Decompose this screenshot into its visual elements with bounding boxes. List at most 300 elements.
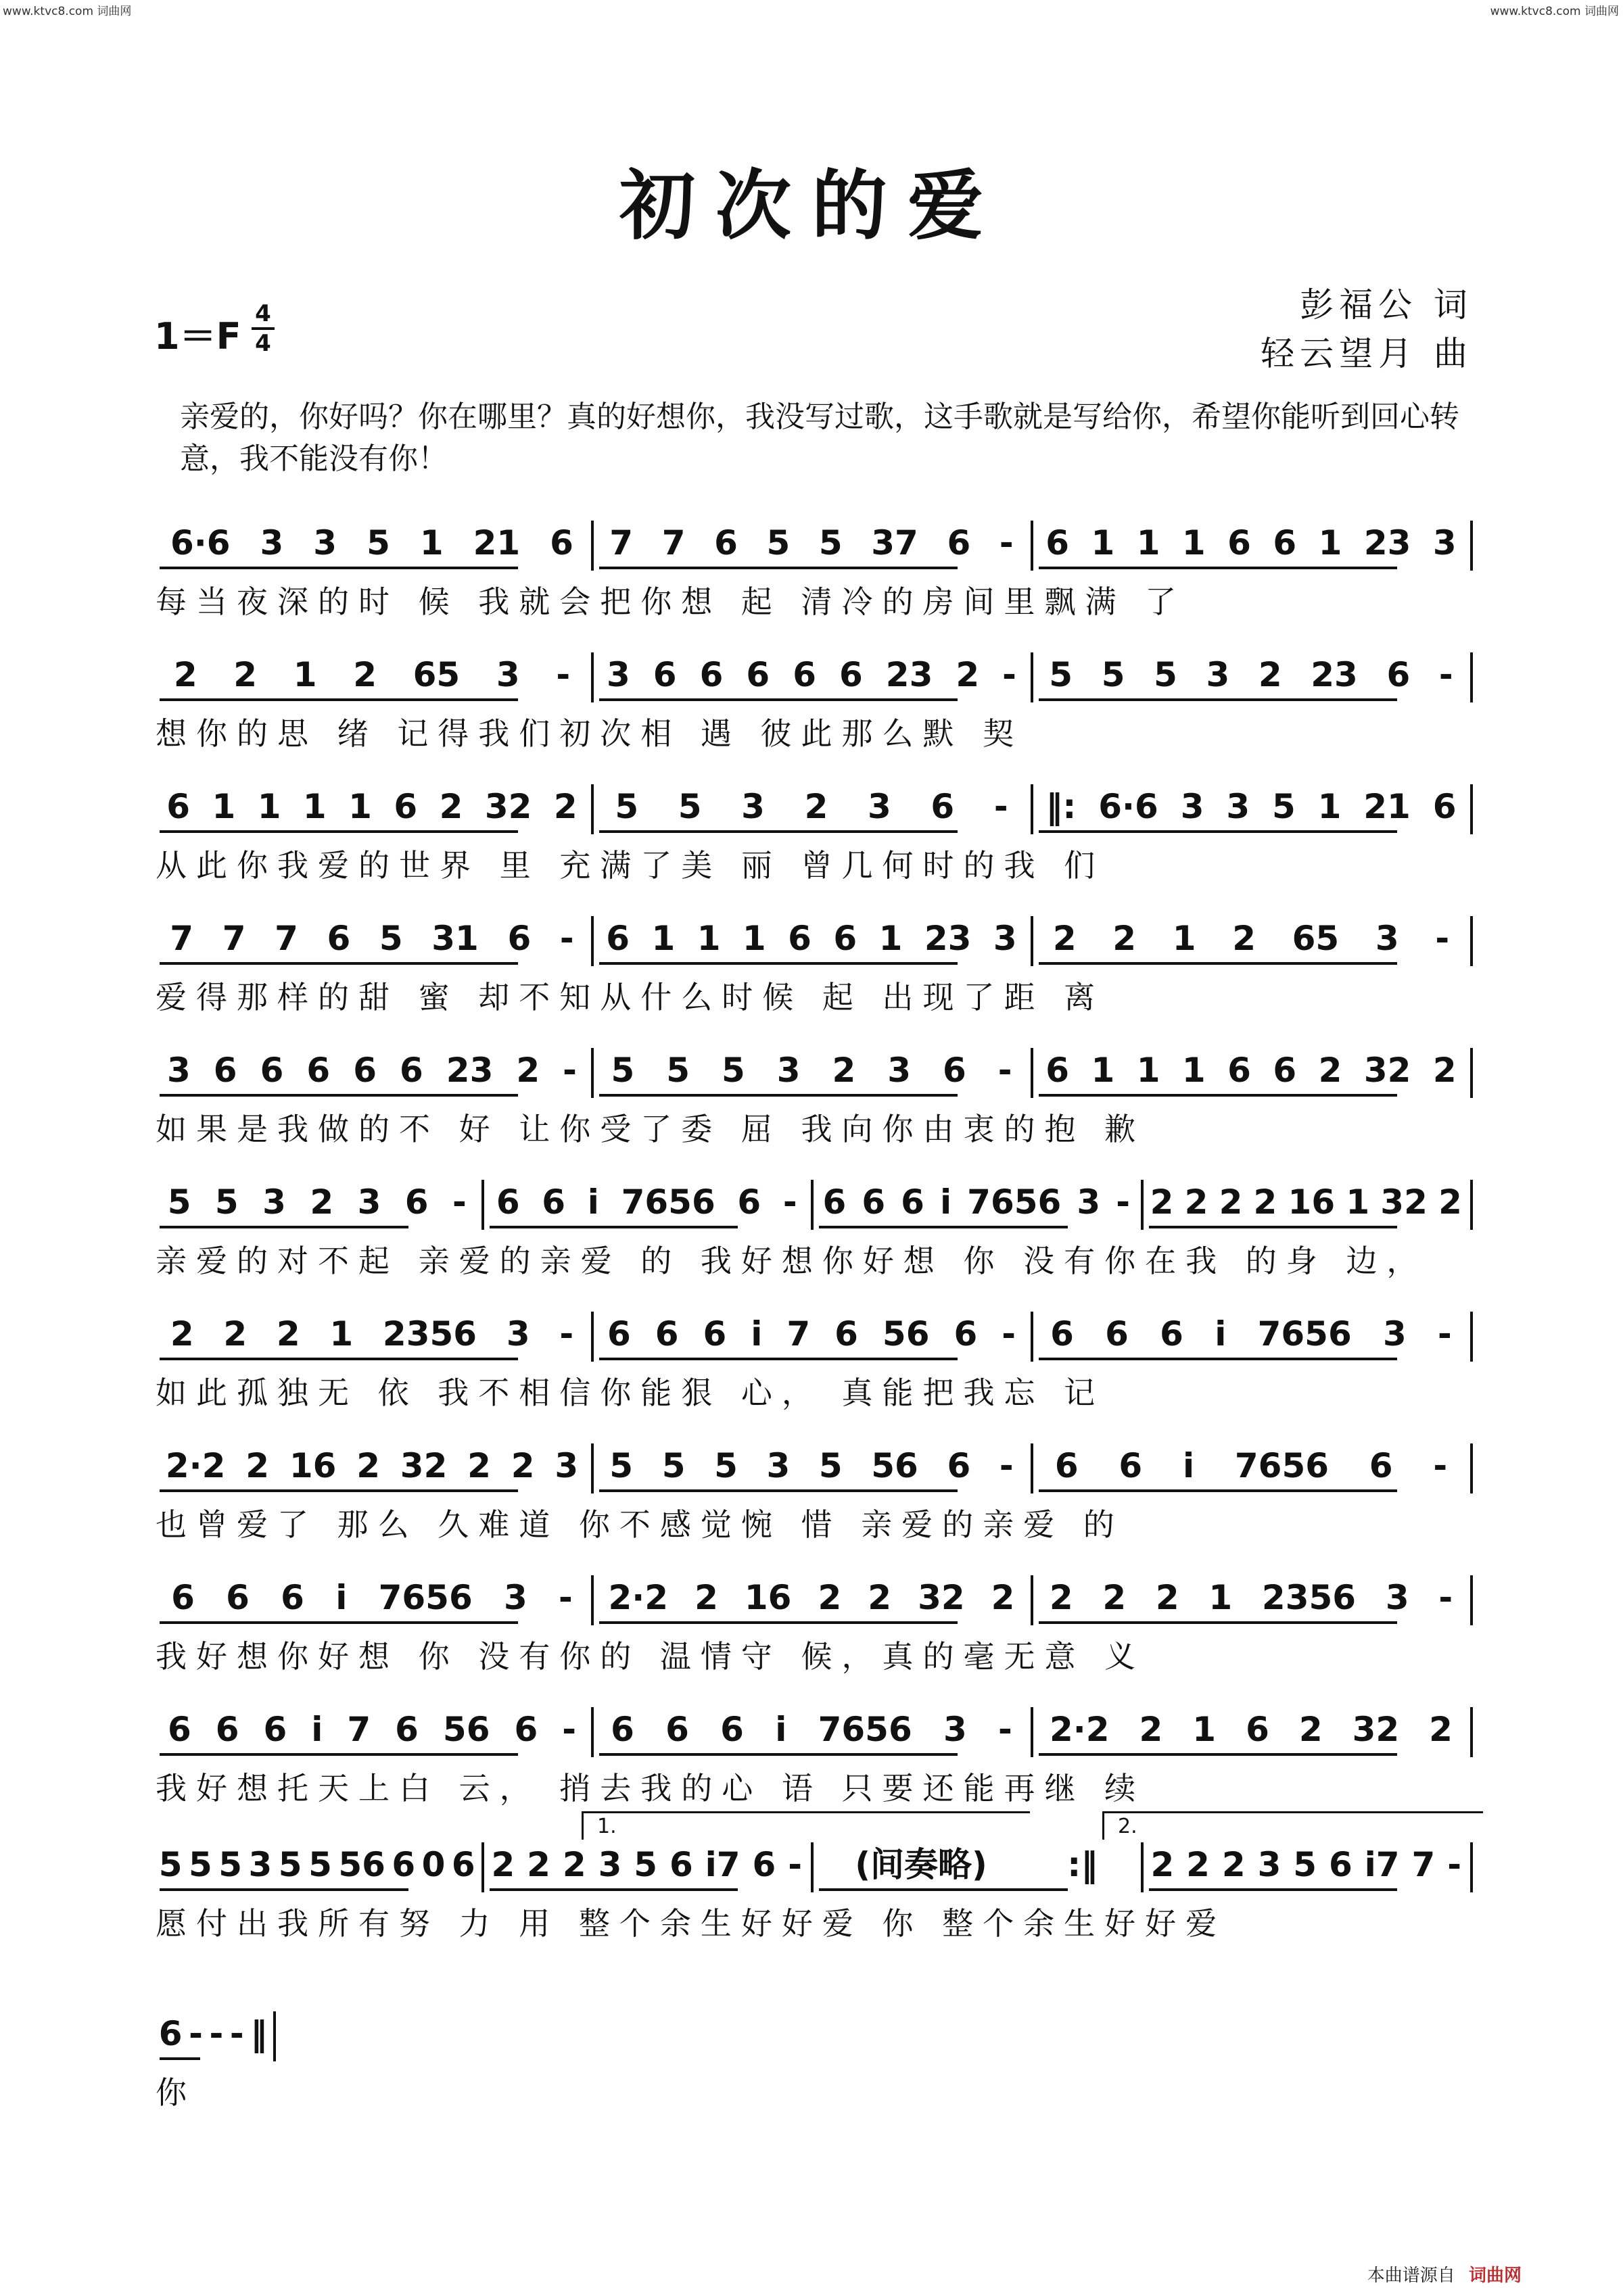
- note: -: [229, 2014, 244, 2053]
- note: -: [997, 1051, 1012, 1090]
- note: 5: [818, 1446, 843, 1485]
- note: 3: [607, 655, 630, 694]
- note: i: [775, 1710, 787, 1749]
- note: 6: [611, 1710, 634, 1749]
- note: 5: [1049, 655, 1073, 694]
- note: 6: [281, 1578, 304, 1617]
- bar-line: [1470, 1707, 1473, 1757]
- note: -: [1002, 1314, 1016, 1354]
- note: 2: [276, 1314, 300, 1354]
- lyricist-credit: 彭福公 词: [1300, 285, 1473, 325]
- note: -: [452, 1182, 467, 1222]
- volta-ending-2: 2.: [1102, 1811, 1483, 1840]
- note: 6: [669, 1845, 693, 1884]
- lyric-row: 每当夜深的时 候 我就会把你想 起 清冷的房间里飘满 了: [156, 583, 1186, 620]
- measure: [1035, 916, 1467, 970]
- beam-line: [1039, 1358, 1397, 1360]
- bar-line: [1470, 1180, 1473, 1230]
- note: 3: [313, 523, 337, 563]
- footer-source: [1367, 2262, 1522, 2287]
- note: 5: [678, 787, 702, 826]
- beam-line: [160, 1753, 518, 1756]
- note: 6: [1432, 787, 1457, 826]
- measure: [156, 1312, 588, 1366]
- note: 6: [507, 919, 532, 958]
- note: ‖: [250, 2014, 268, 2053]
- note: 1: [1181, 1051, 1206, 1090]
- note: 2: [511, 1446, 535, 1485]
- note: i7: [705, 1845, 740, 1884]
- beam-line: [599, 1489, 958, 1492]
- note: 5: [818, 523, 843, 563]
- bar-line: [1470, 1048, 1473, 1098]
- note: 2: [170, 1314, 194, 1354]
- note: 2: [562, 1845, 586, 1884]
- bar-line: [1031, 1312, 1033, 1362]
- note: 6: [1273, 1051, 1297, 1090]
- bar-line: [1470, 652, 1473, 702]
- note: 1: [1317, 787, 1342, 826]
- note: 1: [878, 919, 903, 958]
- note: 6: [720, 1710, 744, 1749]
- note: 5: [766, 523, 791, 563]
- note: 1: [1346, 1182, 1370, 1222]
- intro-text: 亲爱的，你好吗？你在哪里？真的好想你，我没写过歌，这手歌就是写给你，希望你能听到回心转意，我不能没有你！: [180, 400, 1459, 476]
- beam-line: [599, 1753, 958, 1756]
- lyric-row: 想你的思 绪 记得我们初次相 遇 彼此那么默 契: [156, 715, 1024, 752]
- note: 3: [1077, 1182, 1101, 1222]
- measure: [595, 1443, 1028, 1498]
- measure: [815, 1180, 1138, 1234]
- time-signature-top: 4: [255, 300, 271, 327]
- note: 2: [832, 1051, 856, 1090]
- note: :‖: [1067, 1845, 1098, 1884]
- note: 2·2: [165, 1446, 226, 1485]
- measure: [595, 916, 1028, 970]
- footer-source-text: 本曲谱源自: [1367, 2266, 1455, 2286]
- note: 16: [289, 1446, 337, 1485]
- note: 5: [1293, 1845, 1317, 1884]
- score-system-1: [156, 521, 1474, 649]
- note: 5: [167, 1182, 191, 1222]
- note: -: [559, 919, 574, 958]
- note: 1: [302, 787, 327, 826]
- notes-row: [156, 1575, 1474, 1629]
- measure: [1035, 1312, 1467, 1366]
- note: 5: [1154, 655, 1177, 694]
- bar-line: [1470, 521, 1473, 571]
- notes-row: [156, 1842, 1474, 1896]
- note: 6: [833, 919, 857, 958]
- beam-line: [599, 1358, 958, 1360]
- note: -: [559, 1578, 573, 1617]
- note: 6: [1119, 1446, 1143, 1485]
- note: 6: [392, 1845, 416, 1884]
- note: 37: [871, 523, 918, 563]
- note: 6: [399, 1051, 423, 1090]
- note: 2: [695, 1578, 718, 1617]
- measure: [595, 1048, 1028, 1102]
- note: 2356: [1261, 1578, 1357, 1617]
- note: 2: [1232, 919, 1256, 958]
- beam-line: [490, 1226, 738, 1228]
- note: -: [189, 2014, 203, 2053]
- score-system-2: [156, 652, 1474, 781]
- note: 6: [834, 1314, 858, 1354]
- corner-watermark-left: www.ktvc8.com 词曲网: [3, 5, 132, 18]
- note: 2: [356, 1446, 380, 1485]
- note: 3: [943, 1710, 967, 1749]
- beam-line: [599, 962, 958, 965]
- notes-row: [156, 1180, 1474, 1234]
- note: 65: [413, 655, 461, 694]
- bar-line: [1031, 1443, 1033, 1493]
- note: 1: [257, 787, 281, 826]
- note: 1: [1181, 523, 1206, 563]
- bar-line: [1031, 784, 1033, 834]
- note: 65: [1292, 919, 1340, 958]
- note: 3: [262, 1182, 286, 1222]
- note: 2: [868, 1578, 892, 1617]
- beam-line: [1039, 698, 1397, 701]
- note: 3: [248, 1845, 273, 1884]
- bar-line: [591, 784, 594, 834]
- note: -: [998, 1710, 1012, 1749]
- notes-row: [156, 652, 1474, 707]
- bar-line: [1470, 1842, 1473, 1892]
- beam-line: [599, 1094, 958, 1097]
- note: 6: [901, 1182, 924, 1222]
- note: 7: [661, 523, 686, 563]
- note: 3: [503, 1578, 527, 1617]
- measure: [156, 521, 588, 575]
- measure: [1145, 1180, 1468, 1234]
- note: 6: [822, 1182, 847, 1222]
- bar-line: [591, 1443, 594, 1493]
- measure: [595, 1575, 1028, 1629]
- note: -: [1433, 1446, 1448, 1485]
- measure: [1035, 1443, 1467, 1498]
- note: 23: [885, 655, 933, 694]
- measure: [1035, 1575, 1467, 1629]
- beam-line: [490, 1888, 738, 1891]
- note: 7: [222, 919, 246, 958]
- note: 2: [1139, 1710, 1163, 1749]
- note: 2·2: [1049, 1710, 1110, 1749]
- bar-line: [481, 1842, 484, 1892]
- note: 7: [275, 919, 298, 958]
- note: 0: [421, 1845, 446, 1884]
- note: 6: [839, 655, 863, 694]
- note: 2: [1155, 1578, 1179, 1617]
- note: -: [1116, 1182, 1130, 1222]
- volta-ending-1: 1.: [582, 1811, 1030, 1840]
- note: 3: [1375, 919, 1399, 958]
- score-system-12: [156, 2011, 1474, 2140]
- measure: [156, 1842, 479, 1896]
- score-system-3: [156, 784, 1474, 913]
- note: 6: [752, 1845, 776, 1884]
- notes-row: [156, 2011, 1474, 2065]
- bar-line: [1470, 916, 1473, 966]
- note: 6: [1045, 523, 1070, 563]
- note: 2: [1258, 655, 1282, 694]
- beam-line: [819, 1226, 1068, 1228]
- note: 6: [550, 523, 573, 563]
- measure: [1145, 1842, 1468, 1896]
- measure: [486, 1842, 809, 1896]
- note: 2: [1150, 1845, 1175, 1884]
- note: 1: [348, 787, 372, 826]
- note: 6: [226, 1578, 250, 1617]
- measure: [595, 1707, 1028, 1761]
- bar-line: [811, 1842, 814, 1892]
- beam-line: [160, 1358, 518, 1360]
- note: 5: [189, 1845, 212, 1884]
- note: 2: [310, 1182, 334, 1222]
- measure: [1035, 1707, 1467, 1761]
- note: 2: [804, 787, 828, 826]
- bar-line: [1141, 1842, 1144, 1892]
- corner-watermark-right: www.ktvc8.com 词曲网: [1490, 5, 1619, 18]
- beam-line: [819, 1888, 1068, 1891]
- beam-line: [599, 567, 958, 569]
- bar-line: [591, 916, 594, 966]
- measure: [595, 652, 1028, 707]
- note: 6: [699, 655, 724, 694]
- note: 2: [1221, 1845, 1246, 1884]
- note: 3: [1257, 1845, 1281, 1884]
- note: 3: [1180, 787, 1204, 826]
- note: 6: [394, 787, 418, 826]
- note: 5: [661, 1446, 686, 1485]
- note: 6·6: [170, 523, 231, 563]
- note: 7: [609, 523, 634, 563]
- note: 6: [703, 1314, 727, 1354]
- note: 3: [1226, 787, 1250, 826]
- note: 1: [1318, 523, 1342, 563]
- measure: [595, 521, 1028, 575]
- bar-line: [1031, 1707, 1033, 1757]
- beam-line: [160, 1094, 518, 1097]
- measure: [156, 784, 588, 838]
- beam-line: [160, 1888, 408, 1891]
- note: 6: [1328, 1845, 1352, 1884]
- note: 23: [1311, 655, 1358, 694]
- note: 32: [400, 1446, 448, 1485]
- score-system-8: [156, 1443, 1474, 1572]
- note: 2: [491, 1845, 515, 1884]
- note: 5: [666, 1051, 690, 1090]
- note: 1: [293, 655, 317, 694]
- note: 6: [737, 1182, 761, 1222]
- note: -: [1002, 655, 1016, 694]
- note: 2: [1298, 1710, 1323, 1749]
- note: 3: [1432, 523, 1457, 563]
- note: 5: [379, 919, 403, 958]
- note: 3: [506, 1314, 530, 1354]
- note: 2: [223, 1314, 248, 1354]
- note: 5: [611, 1051, 635, 1090]
- note: 2: [1150, 1182, 1174, 1222]
- note: i: [1182, 1446, 1195, 1485]
- note: 6: [1227, 523, 1251, 563]
- note: i: [335, 1578, 348, 1617]
- note: 1: [1136, 1051, 1160, 1090]
- composer-credit: 轻云望月 曲: [1261, 334, 1473, 373]
- note: 6: [451, 1845, 475, 1884]
- note: 6: [215, 1710, 239, 1749]
- note: 3: [1206, 655, 1230, 694]
- key-signature: 1＝F: [154, 315, 241, 358]
- note: 23: [446, 1051, 494, 1090]
- beam-line: [160, 1621, 518, 1624]
- note: 32: [1363, 1051, 1411, 1090]
- note: 6: [665, 1710, 689, 1749]
- note: 6: [260, 1051, 284, 1090]
- note: 5: [214, 1182, 239, 1222]
- note: 2356: [382, 1314, 477, 1354]
- note: i: [751, 1314, 763, 1354]
- bar-line: [591, 1575, 594, 1625]
- note: 6: [655, 1314, 679, 1354]
- note: 2: [1184, 1182, 1208, 1222]
- measure: [815, 1842, 1138, 1896]
- bar-line: [1470, 1443, 1473, 1493]
- notes-row: [156, 1312, 1474, 1366]
- note: 1: [697, 919, 721, 958]
- note: 7656: [378, 1578, 473, 1617]
- note: 2: [553, 787, 578, 826]
- note: 6: [942, 1051, 966, 1090]
- score-system-11: [156, 1815, 1474, 1971]
- note: ‖:: [1045, 787, 1077, 826]
- note: -: [556, 655, 571, 694]
- beam-line: [160, 2057, 200, 2060]
- beam-line: [1149, 1888, 1398, 1891]
- notes-row: [156, 521, 1474, 575]
- note: 6: [395, 1710, 419, 1749]
- score-system-5: [156, 1048, 1474, 1176]
- note: 5: [278, 1845, 302, 1884]
- bar-line: [1470, 784, 1473, 834]
- note: -: [999, 523, 1014, 563]
- beam-line: [1039, 1489, 1397, 1492]
- note: 5: [1271, 787, 1296, 826]
- note: 5: [721, 1051, 745, 1090]
- time-signature-bottom: 4: [255, 330, 271, 357]
- measure: [595, 1312, 1028, 1366]
- note: 6: [862, 1182, 886, 1222]
- bar-line: [1031, 521, 1033, 571]
- note: 3: [496, 655, 520, 694]
- bar-line: [591, 521, 594, 571]
- note: 6: [171, 1578, 195, 1617]
- note: 2: [1049, 1578, 1073, 1617]
- note: 6: [607, 1314, 631, 1354]
- note: 21: [473, 523, 521, 563]
- note: 32: [918, 1578, 965, 1617]
- bar-line: [591, 1312, 594, 1362]
- beam-line: [160, 698, 518, 701]
- note: 7656: [1234, 1446, 1330, 1485]
- note: 1: [742, 919, 766, 958]
- beam-line: [599, 1621, 958, 1624]
- note: 3: [260, 523, 284, 563]
- measure: [1035, 784, 1467, 838]
- note: 23: [1363, 523, 1411, 563]
- note: 6: [263, 1710, 287, 1749]
- note: 6: [353, 1051, 377, 1090]
- note: 3: [1385, 1578, 1409, 1617]
- note: 6: [1045, 1051, 1070, 1090]
- note: 3: [887, 1051, 912, 1090]
- notes-row: [156, 1048, 1474, 1102]
- note: 6: [213, 1051, 237, 1090]
- note: 5: [218, 1845, 243, 1884]
- notes-row: [156, 916, 1474, 970]
- note: 5: [609, 1446, 634, 1485]
- measure: [156, 1048, 588, 1102]
- note: 2: [818, 1578, 842, 1617]
- note: 56: [442, 1710, 490, 1749]
- note: 6: [327, 919, 351, 958]
- beam-line: [160, 830, 518, 833]
- note: 16: [1288, 1182, 1336, 1222]
- note: -: [209, 2014, 224, 2053]
- note: -: [999, 1446, 1014, 1485]
- bar-line: [1141, 1180, 1144, 1230]
- note: 2: [1432, 1051, 1457, 1090]
- note: 2: [233, 655, 258, 694]
- note: 1: [419, 523, 444, 563]
- note: 6: [1050, 1314, 1074, 1354]
- note: 2: [1219, 1182, 1243, 1222]
- lyric-row: 我好想你好想 你 没有你的 温情守 候，真的毫无意 义: [156, 1638, 1146, 1675]
- note: 23: [924, 919, 972, 958]
- note: 3: [741, 787, 765, 826]
- note: 1: [1172, 919, 1196, 958]
- note: 6: [746, 655, 770, 694]
- note: 1: [1091, 523, 1115, 563]
- note: -: [559, 1314, 574, 1354]
- notes-row: [156, 784, 1474, 838]
- note: 5: [615, 787, 639, 826]
- bar-line: [1031, 1575, 1033, 1625]
- note: 6: [404, 1182, 429, 1222]
- note: 6: [947, 1446, 971, 1485]
- note: 2·2: [608, 1578, 669, 1617]
- beam-line: [1149, 1226, 1398, 1228]
- note: 32: [484, 787, 532, 826]
- note: 6: [514, 1710, 538, 1749]
- note: 5: [158, 1845, 183, 1884]
- note: 2: [1052, 919, 1077, 958]
- note: i7: [1364, 1845, 1400, 1884]
- beam-line: [160, 1226, 408, 1228]
- note: 6: [653, 655, 677, 694]
- note: 6: [714, 523, 738, 563]
- note: 6: [542, 1182, 566, 1222]
- bar-line: [811, 1180, 814, 1230]
- lyric-row: 我好想托天上白 云， 捎去我的心 语 只要还能再继 续: [156, 1770, 1146, 1807]
- beam-line: [160, 962, 518, 965]
- note: 6: [306, 1051, 331, 1090]
- lyric-row: 从此你我爱的世界 里 充满了美 丽 曾几何时的我 们: [156, 847, 1105, 884]
- measure: [156, 1707, 588, 1761]
- lyric-row: 愿付出我所有努 力 用 整个余生好好爱 你 整个余生好好爱: [156, 1905, 1227, 1942]
- note: 6: [793, 655, 816, 694]
